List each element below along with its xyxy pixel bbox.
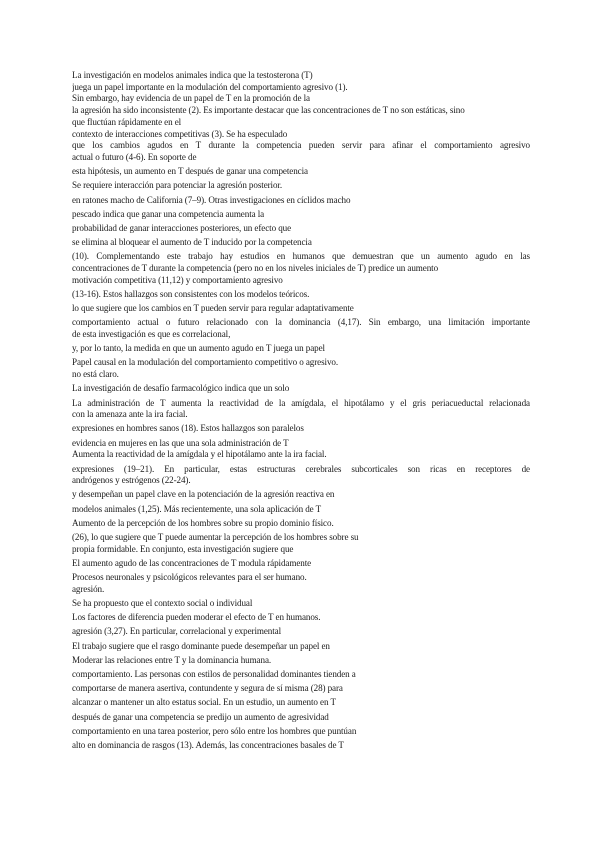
text-line: (13-16). Estos hallazgos son consistentes con los modelos teóricos. bbox=[72, 288, 310, 299]
text-line: de esta investigación es que es correlacional, bbox=[72, 329, 231, 340]
text-line: comportamiento en una tarea posterior, pero sólo entre los hombres que puntúan bbox=[72, 725, 357, 736]
text-line: Moderar las relaciones entre T y la dominancia humana. bbox=[72, 654, 272, 665]
text-line: El trabajo sugiere que el rasgo dominante puede desempeñar un papel en bbox=[72, 640, 330, 651]
text-line: La investigación en modelos animales indica que la testosterona (T) bbox=[72, 70, 313, 80]
text-line: actual o futuro (4-6). En soporte de bbox=[72, 151, 197, 162]
text-line: probabilidad de ganar interacciones posteriores, un efecto que bbox=[72, 222, 292, 233]
text-line: andrógenos y estrógenos (22-24). bbox=[72, 475, 191, 486]
text-line: la agresión ha sido inconsistente (2). Es importante destacar que las concentraciones de T no son estáticas, sino bbox=[72, 105, 465, 116]
text-line: Se ha propuesto que el contexto social o individual bbox=[72, 598, 253, 609]
text-line: y desempeñan un papel clave en la potenciación de la agresión reactiva en bbox=[72, 489, 335, 500]
text-line: (10). Complementando este trabajo hay estudios en humanos que demuestran que un aumento agudo en las bbox=[72, 251, 530, 262]
text-line: comportarse de manera asertiva, contundente y segura de sí misma (28) para bbox=[72, 683, 343, 694]
text-line: juega un papel importante en la modulación del comportamiento agresivo (1). bbox=[72, 81, 348, 92]
text-line: lo que sugiere que los cambios en T pueden servir para regular adaptativamente bbox=[72, 303, 354, 314]
text-line: comportamiento actual o futuro relacionado con la dominancia (4,17). Sin embargo, una limitación importante bbox=[72, 317, 530, 328]
text-line: agresión. bbox=[72, 583, 105, 594]
text-line: Aumento de la percepción de los hombres sobre su propio dominio físico. bbox=[72, 517, 334, 528]
text-line: alcanzar o mantener un alto estatus social. En un estudio, un aumento en T bbox=[72, 697, 336, 708]
text-line: Se requiere interacción para potenciar la agresión posterior. bbox=[72, 180, 283, 191]
text-line: motivación competitiva (11,12) y comportamiento agresivo bbox=[72, 274, 283, 285]
text-line: contexto de interacciones competitivas (3). Se ha especulado bbox=[72, 128, 288, 139]
text-line: modelos animales (1,25). Más recientemente, una sola aplicación de T bbox=[72, 503, 322, 514]
text-line: se elimina al bloquear el aumento de T inducido por la competencia bbox=[72, 237, 312, 248]
text-line: Sin embargo, hay evidencia de un papel de T en la promoción de la bbox=[72, 93, 310, 104]
text-line: comportamiento. Las personas con estilos de personalidad dominantes tienden a bbox=[72, 669, 356, 680]
text-line: concentraciones de T durante la competencia (pero no en los niveles iniciales de T) predice un aumento bbox=[72, 263, 439, 274]
text-line: (26), lo que sugiere que T puede aumentar la percepción de los hombres sobre su bbox=[72, 532, 359, 543]
text-line: La administración de T aumenta la reactividad de la amígdala, el hipotálamo y el gris periacueductal relacionada bbox=[72, 397, 530, 408]
text-line: expresiones en hombres sanos (18). Estos hallazgos son paralelos bbox=[72, 423, 304, 434]
text-line: Aumenta la reactividad de la amígdala y el hipotálamo ante la ira facial. bbox=[72, 449, 327, 460]
text-line: Los factores de diferencia pueden moderar el efecto de T en humanos. bbox=[72, 612, 321, 623]
body-text bbox=[72, 70, 530, 752]
text-line: Procesos neuronales y psicológicos relevantes para el ser humano. bbox=[72, 572, 307, 583]
text-line: y, por lo tanto, la medida en que un aumento agudo en T juega un papel bbox=[72, 343, 325, 354]
text-line: propia formidable. En conjunto, esta investigación sugiere que bbox=[72, 543, 294, 554]
text-line: agresión (3,27). En particular, correlacional y experimental bbox=[72, 626, 282, 637]
text-line: no está claro. bbox=[72, 369, 119, 380]
text-line: alto en dominancia de rasgos (13). Además, las concentraciones basales de T bbox=[72, 740, 344, 751]
text-line: después de ganar una competencia se predijo un aumento de agresividad bbox=[72, 711, 329, 722]
text-line: que los cambios agudos en T durante la competencia pueden servir para afinar el comportamiento agresivo bbox=[72, 140, 530, 151]
text-line: expresiones (19–21). En particular, estas estructuras cerebrales subcorticales son ricas en receptores de bbox=[72, 463, 530, 474]
text-line: con la amenaza ante la ira facial. bbox=[72, 409, 188, 420]
text-line: esta hipótesis, un aumento en T después de ganar una competencia bbox=[72, 166, 308, 177]
text-line: que fluctúan rápidamente en el bbox=[72, 116, 182, 127]
text-line: pescado indica que ganar una competencia aumenta la bbox=[72, 208, 265, 219]
text-line: El aumento agudo de las concentraciones de T modula rápidamente bbox=[72, 557, 312, 568]
text-line: La investigación de desafío farmacológico indica que un solo bbox=[72, 383, 290, 394]
text-line: Papel causal en la modulación del comportamiento competitivo o agresivo. bbox=[72, 357, 339, 368]
text-line: en ratones macho de California (7–9). Otras investigaciones en cíclidos macho bbox=[72, 194, 351, 205]
text-line: evidencia en mujeres en las que una sola administración de T bbox=[72, 437, 289, 448]
